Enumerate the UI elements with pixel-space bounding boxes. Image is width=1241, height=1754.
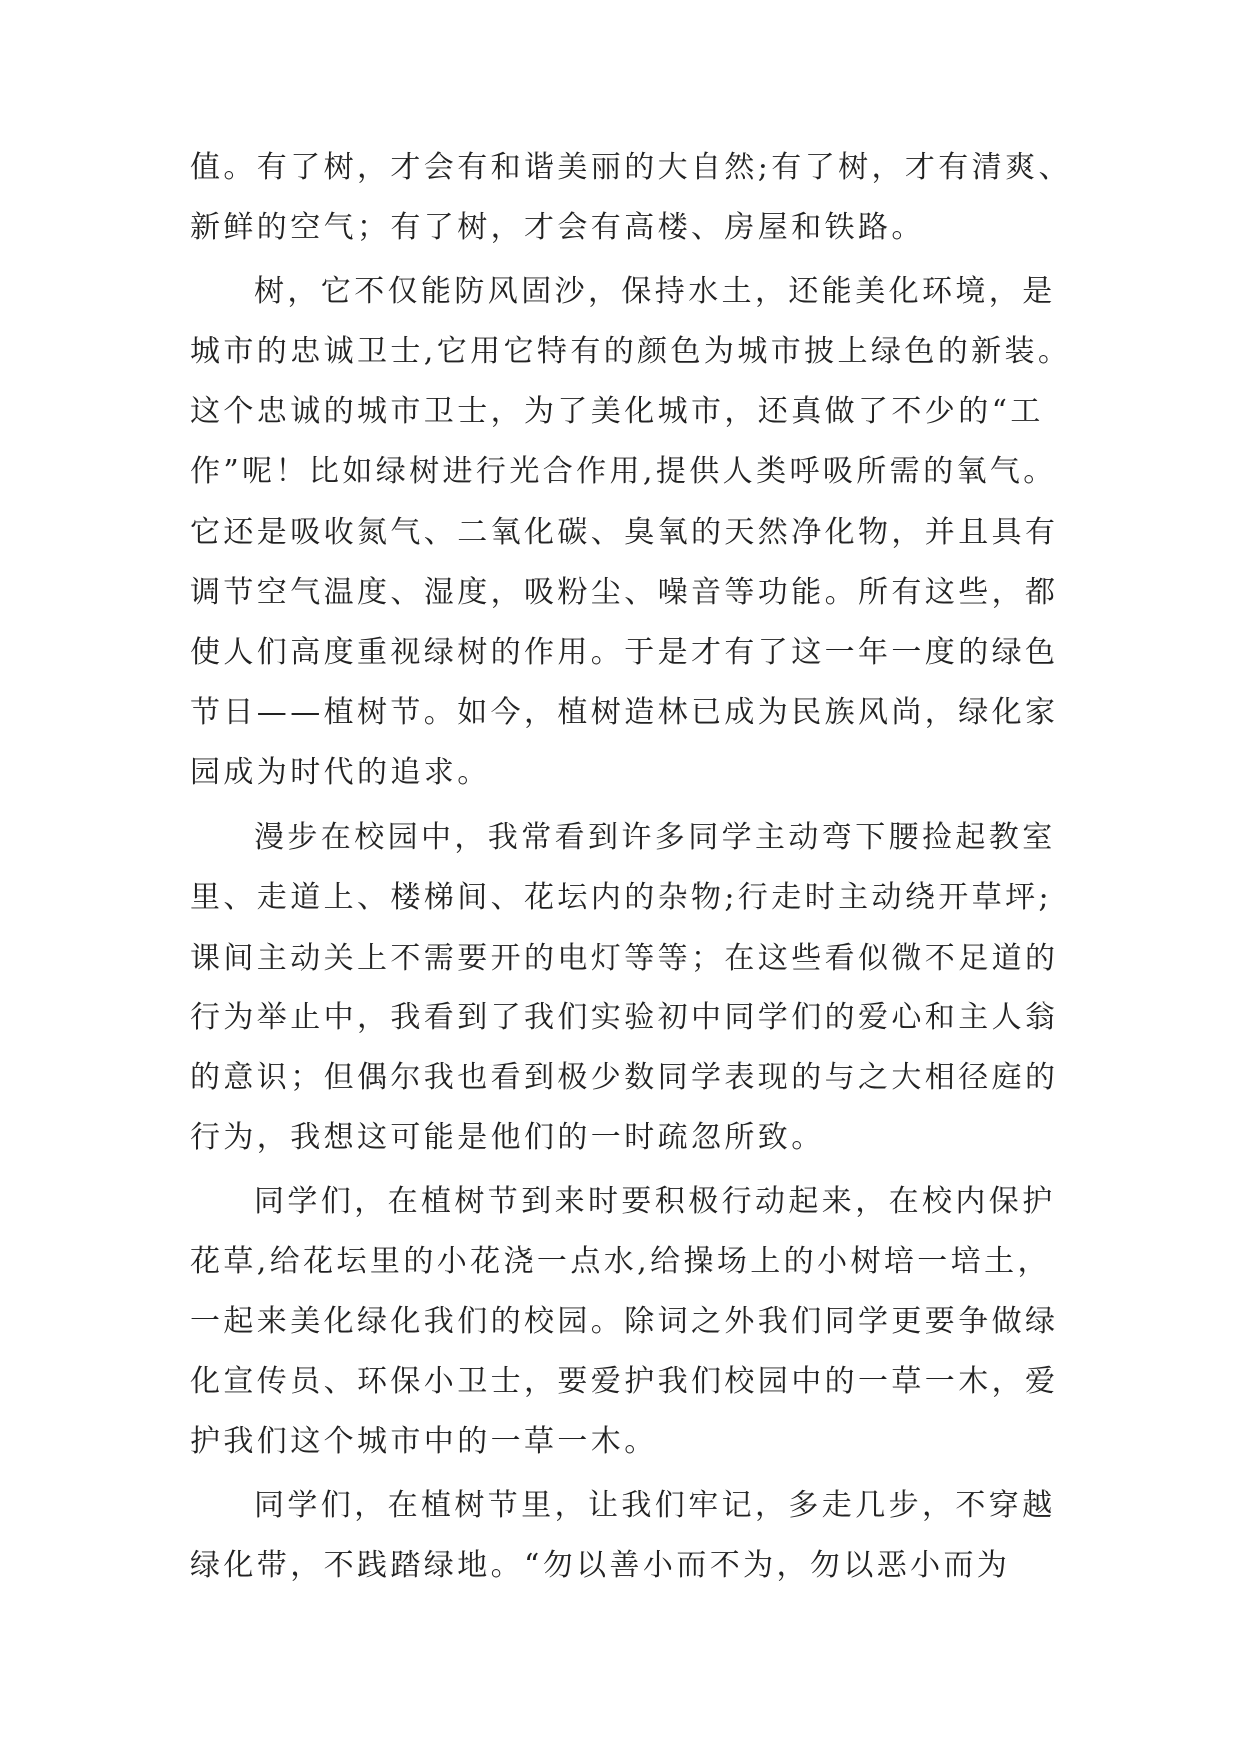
paragraph-start-line: 漫步在校园中，我常看到许多同学主动弯下腰捡起教室 (254, 820, 1056, 855)
text-line: 调节空气温度、湿度，吸粉尘、噪音等功能。所有这些，都 (190, 575, 1059, 610)
text-line: 绿化带，不践踏绿地。“勿以善小而不为，勿以恶小而为 (190, 1548, 1011, 1583)
text-line: 新鲜的空气；有了树，才会有高楼、房屋和铁路。 (190, 210, 925, 245)
text-line: 里、走道上、楼梯间、花坛内的杂物;行走时主动绕开草坪; (190, 880, 1053, 915)
text-line: 护我们这个城市中的一草一木。 (190, 1424, 658, 1459)
text-line: 园成为时代的追求。 (190, 755, 491, 790)
text-line: 这个忠诚的城市卫士，为了美化城市，还真做了不少的“工 (190, 394, 1044, 429)
text-line: 课间主动关上不需要开的电灯等等；在这些看似微不足道的 (190, 941, 1059, 976)
text-line: 城市的忠诚卫士,它用它特有的颜色为城市披上绿色的新装。 (190, 334, 1072, 369)
text-line: 节日——植树节。如今，植树造林已成为民族风尚，绿化家 (190, 695, 1059, 730)
text-line: 一起来美化绿化我们的校园。除词之外我们同学更要争做绿 (190, 1304, 1059, 1339)
paragraph-start-line: 同学们，在植树节到来时要积极行动起来，在校内保护 (254, 1184, 1056, 1219)
text-line: 作”呢！比如绿树进行光合作用,提供人类呼吸所需的氧气。 (190, 454, 1057, 489)
text-line: 的意识；但偶尔我也看到极少数同学表现的与之大相径庭的 (190, 1060, 1059, 1095)
text-line: 行为，我想这可能是他们的一时疏忽所致。 (190, 1120, 825, 1155)
text-line: 花草,给花坛里的小花浇一点水,给操场上的小树培一培土， (190, 1244, 1051, 1279)
paragraph-start-line: 树，它不仅能防风固沙，保持水土，还能美化环境，是 (254, 274, 1056, 309)
text-line: 化宣传员、环保小卫士，要爱护我们校园中的一草一木，爱 (190, 1364, 1059, 1399)
text-line: 值。有了树，才会有和谐美丽的大自然;有了树，才有清爽、 (190, 150, 1072, 185)
paragraph-start-line: 同学们，在植树节里，让我们牢记，多走几步，不穿越 (254, 1488, 1056, 1523)
text-line: 行为举止中，我看到了我们实验初中同学们的爱心和主人翁 (190, 1000, 1059, 1035)
text-line: 使人们高度重视绿树的作用。于是才有了这一年一度的绿色 (190, 635, 1059, 670)
text-line: 它还是吸收氮气、二氧化碳、臭氧的天然净化物，并且具有 (190, 515, 1059, 550)
